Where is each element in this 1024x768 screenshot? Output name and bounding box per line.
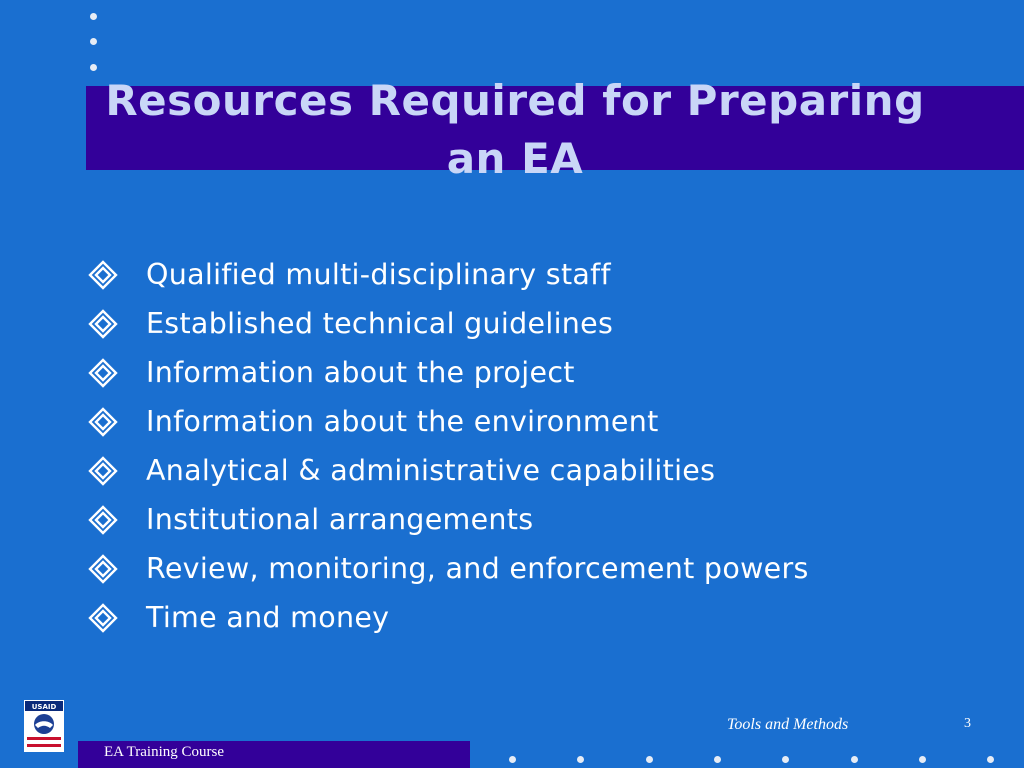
decorative-dot	[987, 756, 994, 763]
bullet-item	[88, 495, 809, 544]
decorative-dot	[577, 756, 584, 763]
diamond-outline-icon	[88, 505, 118, 535]
decorative-dot	[919, 756, 926, 763]
bullet-text: Information about the project	[146, 356, 575, 389]
footer-course-label: EA Training Course	[104, 744, 225, 760]
bullet-item	[88, 544, 809, 593]
bullet-item	[88, 348, 809, 397]
svg-text:USAID: USAID	[31, 703, 57, 711]
decorative-dot	[509, 756, 516, 763]
bullet-item	[88, 250, 809, 299]
diamond-outline-icon	[88, 309, 118, 339]
decorative-dot	[90, 13, 97, 20]
decorative-dot	[90, 64, 97, 71]
bullet-text: Analytical & administrative capabilities	[146, 454, 716, 487]
decorative-dot	[90, 38, 97, 45]
diamond-outline-icon	[88, 260, 118, 290]
page-number: 3	[964, 716, 971, 731]
bullet-item	[88, 446, 809, 495]
footer-topic-label: Tools and Methods	[727, 716, 849, 733]
bullet-text: Institutional arrangements	[146, 503, 534, 536]
usaid-logo	[24, 700, 64, 752]
bullet-text: Time and money	[146, 601, 390, 634]
diamond-outline-icon	[88, 554, 118, 584]
diamond-outline-icon	[88, 603, 118, 633]
bullet-text: Qualified multi-disciplinary staff	[146, 258, 611, 291]
decorative-dot	[714, 756, 721, 763]
slide-title: Resources Required for Preparing an EA	[105, 76, 925, 183]
bullet-item	[88, 397, 809, 446]
bullet-item	[88, 593, 809, 642]
decorative-dot	[646, 756, 653, 763]
bullet-text: Information about the environment	[146, 405, 659, 438]
diamond-outline-icon	[88, 456, 118, 486]
bullet-text: Established technical guidelines	[146, 307, 614, 340]
bullet-list	[88, 250, 809, 642]
diamond-outline-icon	[88, 358, 118, 388]
decorative-dot	[851, 756, 858, 763]
bullet-item	[88, 299, 809, 348]
decorative-dot	[782, 756, 789, 763]
bullet-text: Review, monitoring, and enforcement powers	[146, 552, 809, 585]
diamond-outline-icon	[88, 407, 118, 437]
